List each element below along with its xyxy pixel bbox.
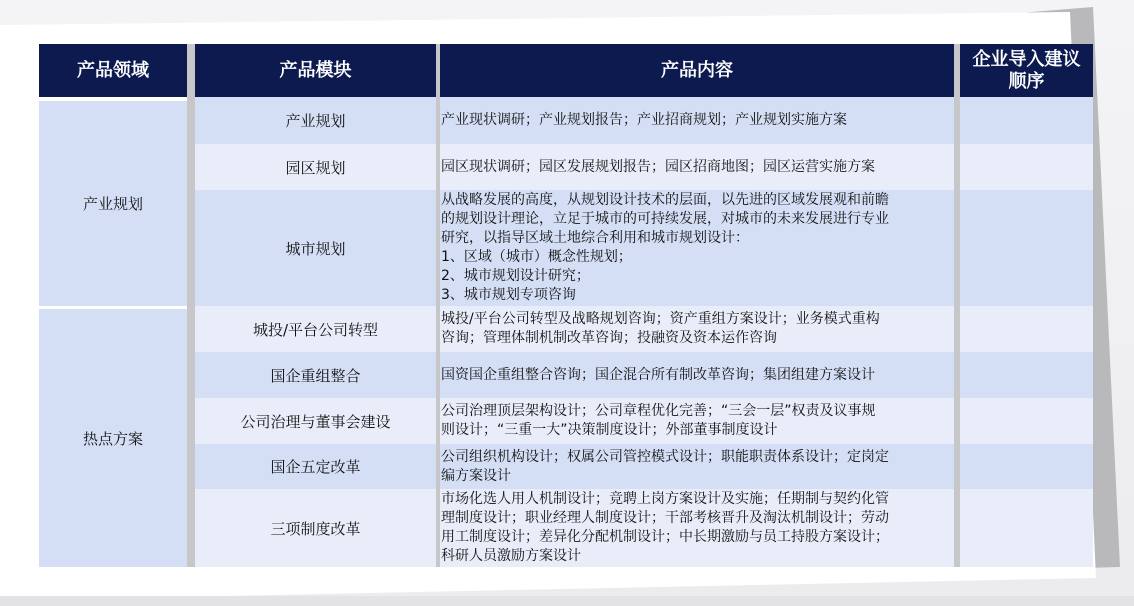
content-cell bbox=[440, 352, 954, 398]
table-row bbox=[39, 144, 1093, 190]
order-cell bbox=[960, 306, 1093, 352]
table-row bbox=[39, 444, 1093, 489]
table-row bbox=[39, 306, 1093, 352]
content-line: 从战略发展的高度，从规划设计技术的层面，以先进的区域发展观和前瞻 bbox=[441, 192, 889, 208]
module-cell: 城投/平台公司转型 bbox=[195, 306, 436, 352]
table-row bbox=[39, 398, 1093, 444]
header-order-line2: 顺序 bbox=[1008, 70, 1045, 92]
header-content: 产品内容 bbox=[440, 44, 954, 97]
module-cell: 城市规划 bbox=[195, 190, 436, 306]
product-table bbox=[39, 44, 1093, 567]
table-row bbox=[39, 190, 1093, 306]
content-cell bbox=[440, 306, 954, 352]
order-cell bbox=[960, 398, 1093, 444]
content-line: 2、城市规划设计研究； bbox=[441, 268, 590, 284]
content-cell bbox=[440, 444, 954, 489]
order-cell bbox=[960, 97, 1093, 144]
content-line: 市场化选人用人机制设计；竞聘上岗方案设计及实施；任期制与契约化管 bbox=[441, 491, 889, 507]
table-row bbox=[39, 489, 1093, 567]
order-cell bbox=[960, 489, 1093, 567]
area-cell: 产业规划 bbox=[39, 97, 187, 306]
header-module: 产品模块 bbox=[195, 44, 436, 97]
content-cell bbox=[440, 97, 954, 144]
order-cell bbox=[960, 444, 1093, 489]
header-order-line1: 企业导入建议 bbox=[972, 48, 1081, 70]
content-line: 科研人员激励方案设计 bbox=[441, 548, 581, 564]
content-line: 编方案设计 bbox=[441, 467, 511, 484]
content-cell bbox=[440, 144, 954, 190]
content-line: 城投/平台公司转型及战略规划咨询；资产重组方案设计；业务模式重构 bbox=[441, 311, 880, 327]
module-cell: 公司治理与董事会建设 bbox=[195, 398, 436, 444]
area-cell: 热点方案 bbox=[39, 306, 187, 567]
content-line: 产业现状调研；产业规划报告；产业招商规划；产业规划实施方案 bbox=[441, 112, 847, 128]
order-cell bbox=[960, 352, 1093, 398]
content-line: 公司治理顶层架构设计；公司章程优化完善；“三会一层”权责及议事规 bbox=[441, 403, 876, 419]
content-line: 则设计；“三重一大”决策制度设计；外部董事制度设计 bbox=[441, 422, 778, 438]
column-divider bbox=[187, 44, 195, 97]
order-cell bbox=[960, 144, 1093, 190]
order-cell bbox=[960, 190, 1093, 306]
content-line: 园区现状调研；园区发展规划报告；园区招商地图；园区运营实施方案 bbox=[441, 158, 875, 175]
content-cell bbox=[440, 489, 954, 567]
content-line: 咨询；管理体制机制改革咨询；投融资及资本运作咨询 bbox=[441, 330, 777, 346]
content-line: 理制度设计；职业经理人制度设计；干部考核晋升及淘汰机制设计；劳动 bbox=[441, 510, 889, 526]
module-cell: 产业规划 bbox=[195, 97, 436, 144]
content-line: 国资国企重组整合咨询；国企混合所有制改革咨询；集团组建方案设计 bbox=[441, 366, 875, 383]
content-cell bbox=[440, 190, 954, 306]
content-line: 公司组织机构设计；权属公司管控模式设计；职能职责体系设计；定岗定 bbox=[441, 448, 889, 465]
header-order bbox=[960, 44, 1093, 97]
bottom-strip bbox=[0, 596, 1134, 606]
module-cell: 园区规划 bbox=[195, 144, 436, 190]
content-line: 研究，以指导区域土地综合利用和城市规划设计： bbox=[441, 230, 749, 246]
table-row bbox=[39, 97, 1093, 144]
content-line: 的规划设计理论，立足于城市的可持续发展，对城市的未来发展进行专业 bbox=[441, 211, 889, 227]
content-line: 3、城市规划专项咨询 bbox=[441, 287, 576, 303]
header-row bbox=[39, 44, 1093, 97]
header-area: 产品领域 bbox=[39, 44, 187, 97]
content-line: 1、区域（城市）概念性规划； bbox=[441, 249, 632, 265]
column-divider bbox=[187, 97, 195, 306]
module-cell: 国企五定改革 bbox=[195, 444, 436, 489]
content-cell bbox=[440, 398, 954, 444]
module-cell: 三项制度改革 bbox=[195, 489, 436, 567]
table-row bbox=[39, 352, 1093, 398]
module-cell: 国企重组整合 bbox=[195, 352, 436, 398]
content-line: 用工制度设计；差异化分配机制设计；中长期激励与员工持股方案设计； bbox=[441, 529, 889, 545]
column-divider bbox=[187, 306, 195, 567]
